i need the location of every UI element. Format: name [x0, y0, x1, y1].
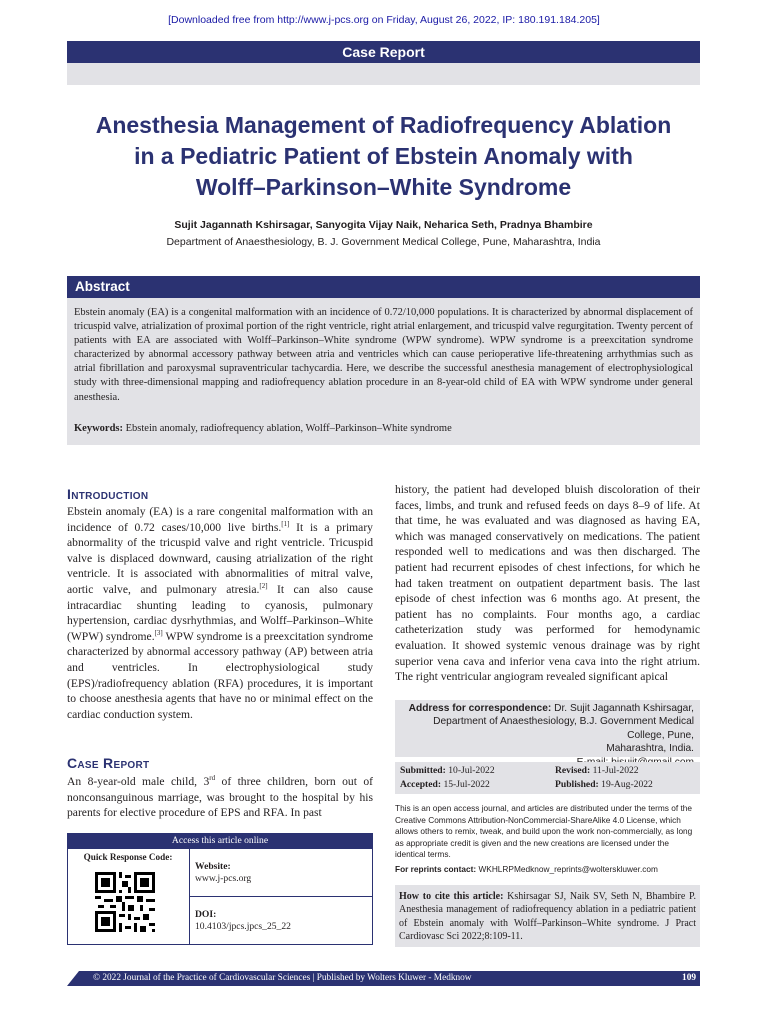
access-divider — [190, 896, 373, 897]
correspondence-dept: Department of Anaesthesiology, B.J. Government Medical College, Pune, — [433, 716, 694, 741]
qr-code-icon[interactable] — [92, 865, 158, 939]
title-line-3: Wolff–Parkinson–White Syndrome — [195, 174, 572, 200]
abstract-text: Ebstein anomaly (EA) is a congenital malformation with an incidence of 0.72/10,000 populations. It is characterized by abnormal displacement of tricuspid valve, atrialization of proximal portion of the right ventricle, right atrial enlargement, and tricuspid valve regurgitation. Twenty percent of patients with EA are associated with Wolff–Parkinson–White syndrome (WPW syndrome). WPW syndrome is a preexcitation syndrome characterized by abnormal accessory pathway between atria and ventricles which can cause perioperative life-threatening arrhythmias such as atrial fibrillation and paroxysmal supraventricular tachycardia. Here, we describe the successful anesthesia management of electrophysiological study with three-dimensional mapping and radiofrequency ablation procedure in an 8-year-old child of EA with WPW syndrome under general anesthesia. — [74, 307, 693, 403]
correspondence — [400, 702, 694, 769]
correspondence-label: Address for correspondence: — [408, 703, 552, 714]
published-date: Published: 19-Aug-2022 — [555, 779, 653, 790]
download-notice: [Downloaded free from http://www.j-pcs.org on Friday, August 26, 2022, IP: 180.191.184.205] — [168, 14, 600, 26]
access-heading: Access this article online — [67, 833, 373, 849]
reprints-email[interactable]: WKHLRPMedknow_reprints@wolterskluwer.com — [478, 864, 658, 874]
case-report-heading: Case Report — [67, 755, 150, 771]
page-number: 109 — [682, 973, 696, 983]
author-list: Sujit Jagannath Kshirsagar, Sanyogita Vijay Naik, Neharica Seth, Pradnya Bhambire — [174, 219, 593, 231]
ref-2-link[interactable]: [2] — [259, 582, 268, 591]
website-block — [195, 861, 251, 885]
citation — [399, 890, 696, 944]
revised-date: Revised: 11-Jul-2022 — [555, 765, 639, 776]
license-notice: This is an open access journal, and articles are distributed under the terms of the Creative Commons Attribution-NonCommercial-ShareAlike 4.0 License, which allows others to remix, tweak, and build upon the work non-commercially, as long as appropriate credit is given and the new creations are licensed under the identical terms. — [395, 803, 693, 860]
introduction-heading: Introduction — [67, 486, 149, 502]
ref-3-link[interactable]: [3] — [154, 628, 163, 637]
submitted-date: Submitted: 10-Jul-2022 — [400, 765, 495, 776]
footer-corner — [67, 971, 79, 986]
doi-block — [195, 909, 291, 933]
doi-link[interactable]: 10.4103/jpcs.jpcs_25_22 — [195, 921, 291, 932]
correspondence-location: Maharashtra, India. — [606, 743, 694, 755]
keywords-text: Ebstein anomaly, radiofrequency ablation, Wolff–Parkinson–White syndrome — [125, 423, 452, 434]
dates-box — [395, 762, 700, 794]
introduction-text: Ebstein anomaly (EA) is a rare congenital malformation with an incidence of 0.72 cases/10,000 live births.[1] It is a primary abnormality of the tricuspid valve and right ventricle. Tricuspid valve is displaced downward, causing atrialization of the right ventricle. It is associated with abnormalities of mitral valve, aortic valve, and pulmonary atresia.[2] It can also cause intracardiac shunting leading to cyanosis, pulmonary hypertension, cardiac dysrhythmias, and Wolff–Parkinson–White (WPW) syndrome.[3] WPW syndrome is a preexcitation syndrome characterized by abnormal accessory pathway (AP) between atria and ventricles. In electrophysiological study (EPS)/radiofrequency ablation (RFA) procedures, it is important to choose anesthesia agents that have no or minimal effect on the cardiac conduction system. — [67, 505, 373, 721]
footer-copyright: © 2022 Journal of the Practice of Cardiovascular Sciences | Published by Wolters Kluwer - Medknow — [93, 973, 472, 983]
case-report-continued-text: history, the patient had developed bluish discoloration of their faces, limbs, and trunk and refused feeds on days 8–9 of life. At that time, he was evaluated and was diagnosed as having EA, which was managed conservatively on medications. The patient responded well to medications and was then discharged. The patient had recurrent episodes of chest infections, for which he had taken treatment on outpatient department basis. The last episode of chest infection was 6 months ago. At present, the patient has no complaints. Four months ago, a cardiac catheterization study was performed for hemodynamic evaluation. It showed systemic venous drainage was by right superior vena cava and inferior vena cava into the right atrium. The right ventricular angiogram revealed significant apical — [395, 483, 700, 684]
keywords-label: Keywords: — [74, 423, 123, 434]
citation-text: Kshirsagar SJ, Naik SV, Seth N, Bhambire P. Anesthesia management of radiofrequency ablation in a pediatric patient of Ebstein anomaly with Wolff–Parkinson–White syndrome. J Pract Cardiovasc Sci 2022;8:109-11. — [399, 891, 696, 943]
title-line-2: in a Pediatric Patient of Ebstein Anomaly with — [134, 143, 633, 169]
accepted-date: Accepted: 15-Jul-2022 — [400, 779, 490, 790]
reprints-notice: For reprints contact: WKHLRPMedknow_reprints@wolterskluwer.com — [395, 864, 658, 874]
doi-label: DOI: — [195, 909, 217, 920]
qr-label: Quick Response Code: — [83, 852, 173, 862]
correspondence-name: Dr. Sujit Jagannath Kshirsagar, — [554, 703, 694, 714]
citation-label: How to cite this article: — [399, 891, 504, 902]
section-label: Case Report — [67, 41, 700, 63]
website-label: Website: — [195, 861, 231, 872]
keywords — [74, 423, 693, 434]
article-title — [67, 110, 700, 203]
abstract-heading: Abstract — [67, 276, 700, 298]
section-sub-band — [67, 63, 700, 85]
title-line-1: Anesthesia Management of Radiofrequency Ablation — [95, 112, 672, 138]
affiliation: Department of Anaesthesiology, B. J. Government Medical College, Pune, Maharashtra, India — [166, 236, 601, 248]
qr-section — [67, 849, 190, 945]
ref-1-link[interactable]: [1] — [281, 519, 290, 528]
footer-bar — [67, 971, 700, 986]
website-link[interactable]: www.j-pcs.org — [195, 873, 252, 884]
case-report-text: An 8-year-old male child, 3rd of three children, born out of nonconsanguinous marriage, was brought to the hospital by his parents for elective procedure of EPS and RFA. In past — [67, 774, 373, 820]
